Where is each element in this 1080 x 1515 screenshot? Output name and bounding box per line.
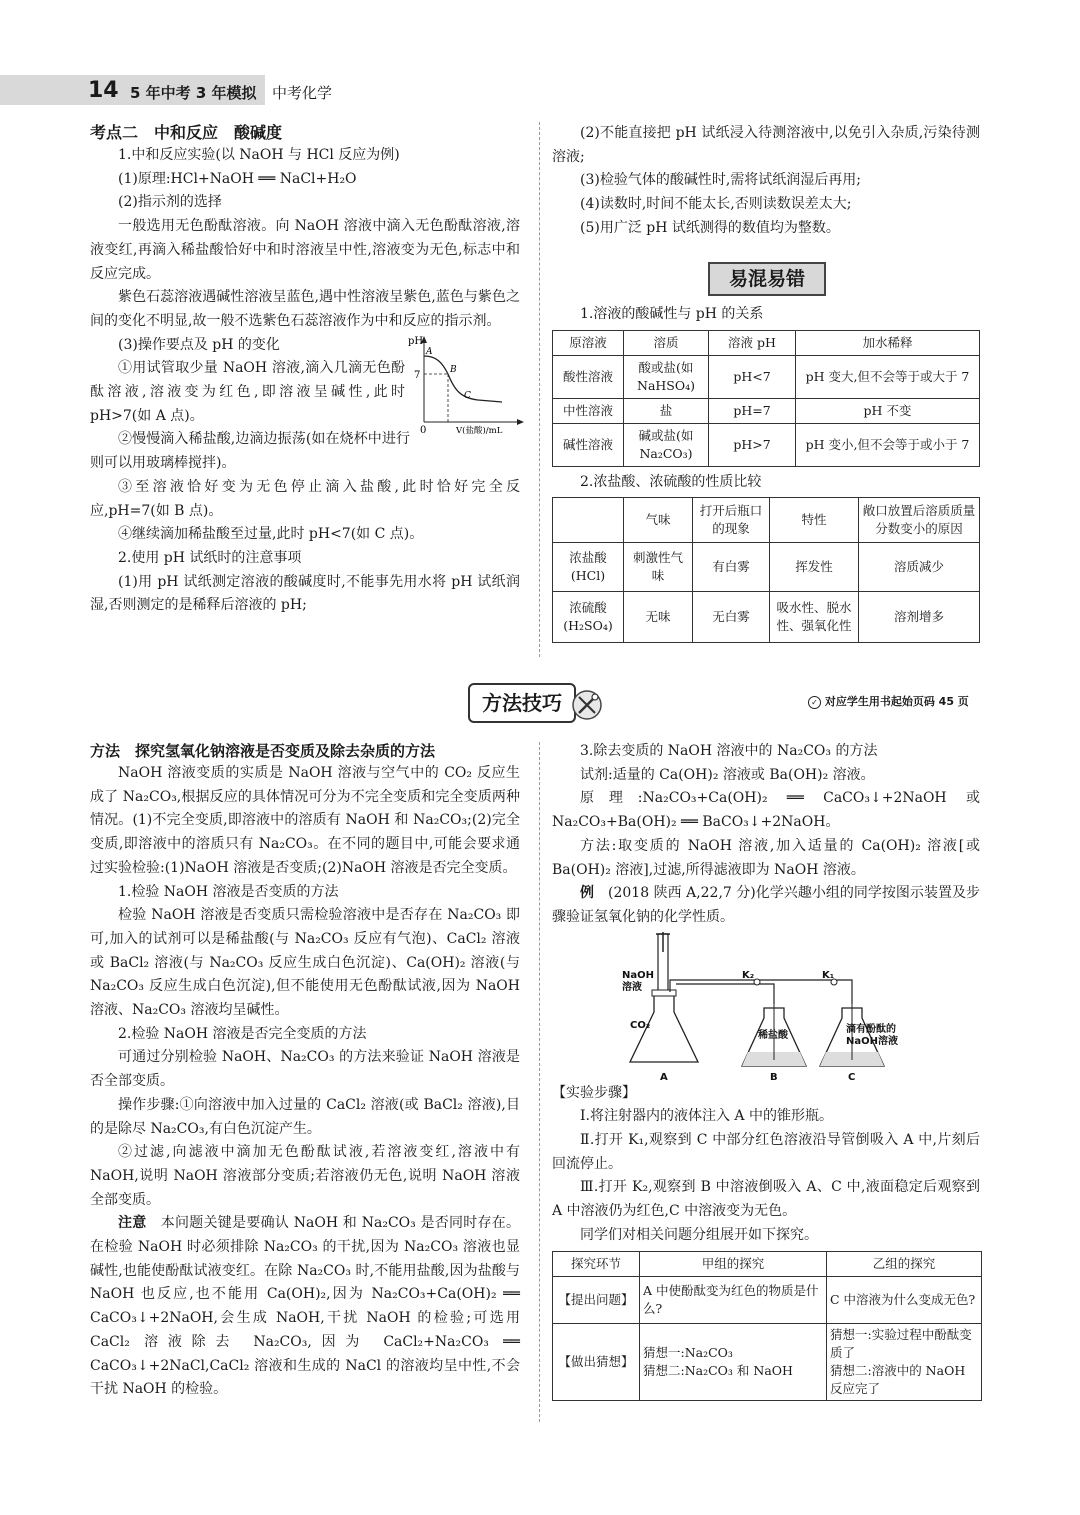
table-header-cell: 打开后瓶口的现象 bbox=[693, 498, 770, 543]
table-cell: A 中使酚酞变为红色的物质是什么? bbox=[640, 1276, 827, 1323]
note-text: 本问题关键是要确认 NaOH 和 Na₂CO₃ 是否同时存在。在检验 NaOH 时必须排除 Na₂CO₃ 的干扰,因为 Na₂CO₃ 溶液也显碱性,也能使酚酞试液变红。在除 Na₂CO₃ 时,不能用盐酸,因为盐酸与 NaOH 也反应,也不能用 Ca(OH)₂,因为 Na₂CO₃+Ca(OH)₂ ══ CaCO₃↓+2NaOH,会生成 NaOH,干扰 NaOH 的检验;可选用 CaCl₂ 溶液除去 Na₂CO₃,因为 CaCl₂+Na₂CO₃ ══ CaCO₃↓+2NaCl,CaCl₂ 溶液和生成的 NaCl 的溶液均呈中性,不会干扰 NaOH 的检验。 bbox=[90, 1215, 521, 1398]
sub-heading: 2.检验 NaOH 溶液是否完全变质的方法 bbox=[118, 1025, 367, 1042]
paragraph: ②过滤,向滤液中滴加无色酚酞试液,若溶液变红,溶液中有 NaOH,说明 NaOH 溶液部分变质;若溶液仍无色,说明 NaOH 溶液全部变质。 bbox=[90, 1144, 520, 1208]
table-header-row bbox=[553, 330, 980, 355]
paragraph: (2)不能直接把 pH 试纸浸入待测溶液中,以免引入杂质,污染待测溶液; bbox=[552, 125, 980, 165]
left-bottom-column bbox=[90, 740, 520, 1402]
step: Ⅲ.打开 K₂,观察到 B 中溶液倒吸入 A、C 中,液面稳定后观察到 A 中溶液仍为红色,C 中溶液变为无色。 bbox=[552, 1179, 980, 1220]
label-naoh-2: 溶液 bbox=[622, 981, 642, 993]
text-line: (1)原理:HCl+NaOH ══ NaCl+H₂O bbox=[118, 170, 357, 187]
table-header-row bbox=[553, 498, 980, 543]
example-text: (2018 陕西 A,22,7 分)化学兴趣小组的同学按图示装置及步骤验证氢氧化钠的化学性质。 bbox=[552, 885, 980, 925]
apparatus-diagram bbox=[552, 932, 980, 1082]
table-row bbox=[553, 543, 980, 592]
table-cell: 碱或盐(如 Na₂CO₃) bbox=[624, 423, 709, 466]
step: Ⅰ.将注射器内的液体注入 A 中的锥形瓶。 bbox=[580, 1108, 833, 1125]
step: ①用试管取少量 NaOH 溶液,滴入几滴无色酚酞溶液,溶液变为红色,即溶液呈碱性,此时 pH>7(如 A 点)。 bbox=[90, 360, 405, 424]
paragraph: 方法:取变质的 NaOH 溶液,加入适量的 Ca(OH)₂ 溶液[或 Ba(OH)₂ 溶液],过滤,所得滤液即为 NaOH 溶液。 bbox=[552, 837, 980, 878]
table-cell: 【做出猜想】 bbox=[553, 1323, 640, 1400]
table-header-cell: 加水稀释 bbox=[796, 330, 980, 355]
table-header-cell bbox=[553, 498, 624, 543]
table-title: 2.浓盐酸、浓硫酸的性质比较 bbox=[580, 473, 762, 490]
table-cell: 猜想一:Na₂CO₃ 猜想二:Na₂CO₃ 和 NaOH bbox=[640, 1323, 827, 1400]
column-divider-top bbox=[539, 122, 540, 657]
table-cell: 溶剂增多 bbox=[859, 592, 980, 643]
step: Ⅱ.打开 K₁,观察到 C 中部分红色溶液沿导管倒吸入 A 中,片刻后回流停止。 bbox=[552, 1132, 980, 1172]
table-header-cell: 溶质 bbox=[624, 330, 709, 355]
paragraph: (3)检验气体的酸碱性时,需将试纸润湿后再用; bbox=[580, 172, 861, 189]
check-icon: ✓ bbox=[808, 696, 821, 709]
table-cell: 中性溶液 bbox=[553, 398, 624, 423]
table-row bbox=[553, 592, 980, 643]
paragraph: (4)读数时,时间不能太长,否则读数误差太大; bbox=[580, 196, 852, 213]
table-row bbox=[553, 1323, 982, 1400]
table-header-row bbox=[553, 1251, 982, 1276]
label-flask-c: C bbox=[848, 1071, 856, 1082]
table-row bbox=[553, 423, 980, 466]
paragraph: NaOH 溶液变质的实质是 NaOH 溶液与空气中的 CO₂ 反应生成了 Na₂CO₃,根据反应的具体情况可分为不完全变质和完全变质两种情况。(1)不完全变质,即溶液中的溶质有 NaOH 和 Na₂CO₃;(2)完全变质,即溶液中的溶质只有 Na₂CO₃。在不同的题目中,可能会要求通过实验检验:(1)NaOH 溶液是否变质;(2)NaOH 溶液是否完全变质。 bbox=[90, 765, 520, 876]
method-banner: 方法技巧 bbox=[468, 683, 576, 723]
table-row bbox=[553, 398, 980, 423]
table-header-cell: 原溶液 bbox=[553, 330, 624, 355]
book-series: 5 年中考 3 年模拟 bbox=[130, 84, 257, 102]
text-line: (3)操作要点及 pH 的变化 bbox=[118, 336, 280, 353]
table-cell: C 中溶液为什么变成无色? bbox=[827, 1276, 982, 1323]
label-phenol-1: 滴有酚酞的 bbox=[846, 1023, 896, 1035]
sub-heading: 1.检验 NaOH 溶液是否变质的方法 bbox=[118, 883, 339, 900]
right-top-tables bbox=[552, 303, 980, 643]
right-top-column bbox=[552, 122, 980, 241]
step: ②慢慢滴入稀盐酸,边滴边振荡(如在烧杯中进行则可以用玻璃棒搅拌)。 bbox=[90, 431, 410, 472]
table-cell: pH=7 bbox=[709, 398, 796, 423]
graph-origin: 0 bbox=[420, 424, 427, 434]
label-hcl: 稀盐酸 bbox=[758, 1029, 788, 1041]
book-subject: 中考化学 bbox=[272, 84, 333, 102]
example-label: 例 bbox=[580, 885, 595, 902]
table-cell: pH 变大,但不会等于或大于 7 bbox=[796, 355, 980, 398]
paragraph: 试剂:适量的 Ca(OH)₂ 溶液或 Ba(OH)₂ 溶液。 bbox=[580, 766, 875, 783]
paragraph: 紫色石蕊溶液遇碱性溶液呈蓝色,遇中性溶液呈紫色,蓝色与紫色之间的变化不明显,故一般不选紫色石蕊溶液作为中和反应的指示剂。 bbox=[90, 289, 520, 329]
table-cell: pH 变小,但不会等于或小于 7 bbox=[796, 423, 980, 466]
paragraph: (1)用 pH 试纸测定溶液的酸碱度时,不能事先用水将 pH 试纸润湿,否则测定的是稀释后溶液的 pH; bbox=[90, 573, 520, 614]
table-header-cell: 甲组的探究 bbox=[640, 1251, 827, 1276]
label-naoh-1: NaOH bbox=[622, 969, 654, 981]
paragraph: 操作步骤:①向溶液中加入过量的 CaCl₂ 溶液(或 BaCl₂ 溶液),目的是除尽 Na₂CO₃,有白色沉淀产生。 bbox=[90, 1096, 520, 1137]
table-header-cell: 溶液 pH bbox=[709, 330, 796, 355]
step: 同学们对相关问题分组展开如下探究。 bbox=[580, 1226, 818, 1243]
right-bottom-column bbox=[552, 740, 980, 1401]
acid-compare-table bbox=[552, 497, 980, 643]
ph-curve bbox=[424, 356, 502, 402]
table-cell: 酸或盐(如 NaHSO₄) bbox=[624, 355, 709, 398]
label-k2: K₂ bbox=[742, 969, 755, 981]
table-header-cell: 探究环节 bbox=[553, 1251, 640, 1276]
table-cell: 猜想一:实验过程中酚酞变质了 猜想二:溶液中的 NaOH 反应完了 bbox=[827, 1323, 982, 1400]
table-row bbox=[553, 1276, 982, 1323]
method-heading: 方法 探究氢氧化钠溶液是否变质及除去杂质的方法 bbox=[90, 742, 436, 760]
text-line: 1.中和反应实验(以 NaOH 与 HCl 反应为例) bbox=[118, 147, 400, 163]
graph-point-b: B bbox=[450, 364, 457, 375]
column-divider-bottom bbox=[539, 742, 540, 1422]
label-flask-a: A bbox=[660, 1071, 668, 1082]
text-line: (2)指示剂的选择 bbox=[118, 194, 222, 211]
label-co2: CO₂ bbox=[630, 1019, 651, 1031]
paragraph: 一般选用无色酚酞溶液。向 NaOH 溶液中滴入无色酚酞溶液,溶液变红,再滴入稀盐酸恰好中和时溶液呈中性,溶液变为无色,标志中和反应完成。 bbox=[90, 218, 520, 282]
section-heading: 考点二 中和反应 酸碱度 bbox=[90, 123, 283, 142]
tools-icon bbox=[570, 688, 604, 722]
table-cell: 刺激性气味 bbox=[624, 543, 693, 592]
graph-ylabel: pH bbox=[408, 335, 424, 347]
table-cell: 酸性溶液 bbox=[553, 355, 624, 398]
table-cell: 吸水性、脱水性、强氧化性 bbox=[770, 592, 859, 643]
table-cell: 无味 bbox=[624, 592, 693, 643]
table-cell: pH 不变 bbox=[796, 398, 980, 423]
label-phenol-2: NaOH溶液 bbox=[846, 1035, 898, 1047]
confusion-banner: 易混易错 bbox=[708, 262, 826, 296]
note-label: 注意 bbox=[118, 1215, 147, 1232]
table-cell: 浓硫酸(H₂SO₄) bbox=[553, 592, 624, 643]
graph-point-a: A bbox=[426, 346, 433, 357]
table-cell: 碱性溶液 bbox=[553, 423, 624, 466]
inquiry-table bbox=[552, 1251, 982, 1401]
table-header-cell: 乙组的探究 bbox=[827, 1251, 982, 1276]
graph-xlabel: V(盐酸)/mL bbox=[456, 425, 503, 434]
table-header-cell: 特性 bbox=[770, 498, 859, 543]
table-cell: 盐 bbox=[624, 398, 709, 423]
paragraph: 检验 NaOH 溶液是否变质只需检验溶液中是否存在 Na₂CO₃ 即可,加入的试剂可以是稀盐酸(与 Na₂CO₃ 反应有气泡)、CaCl₂ 溶液或 BaCl₂ 溶液(与 Na₂CO₃ 反应生成白色沉淀)、Ca(OH)₂ 溶液(与 Na₂CO₃ 反应生成白色沉淀),但不能使用无色酚酞试液,因为 NaOH 溶液、Na₂CO₃ 溶液均呈碱性。 bbox=[90, 907, 520, 1019]
table-title: 1.溶液的酸碱性与 pH 的关系 bbox=[580, 306, 764, 322]
label-flask-b: B bbox=[770, 1071, 778, 1082]
page-ref-text: 对应学生用书起始页码 45 页 bbox=[824, 695, 969, 708]
step: ④继续滴加稀盐酸至过量,此时 pH<7(如 C 点)。 bbox=[118, 526, 424, 543]
table-cell: 浓盐酸(HCl) bbox=[553, 543, 624, 592]
table-cell: 溶质减少 bbox=[859, 543, 980, 592]
table-cell: 无白雾 bbox=[693, 592, 770, 643]
graph-point-c: C bbox=[464, 390, 471, 401]
text-line: 2.使用 pH 试纸时的注意事项 bbox=[118, 549, 302, 566]
table-cell: 【提出问题】 bbox=[553, 1276, 640, 1323]
example-paragraph bbox=[552, 882, 980, 929]
note-paragraph bbox=[90, 1212, 520, 1402]
label-k1: K₁ bbox=[822, 969, 835, 981]
table-cell: pH>7 bbox=[709, 423, 796, 466]
steps-title: 【实验步骤】 bbox=[552, 1084, 636, 1101]
sub-heading: 3.除去变质的 NaOH 溶液中的 Na₂CO₃ 的方法 bbox=[580, 743, 878, 759]
ph-relation-table bbox=[552, 330, 980, 467]
paragraph: 可通过分别检验 NaOH、Na₂CO₃ 的方法来验证 NaOH 溶液是否全部变质。 bbox=[90, 1049, 520, 1090]
step: ③至溶液恰好变为无色停止滴入盐酸,此时恰好完全反应,pH=7(如 B 点)。 bbox=[90, 478, 520, 519]
table-cell: 挥发性 bbox=[770, 543, 859, 592]
table-cell: pH<7 bbox=[709, 355, 796, 398]
left-top-column bbox=[90, 122, 520, 618]
paragraph: 原理:Na₂CO₃+Ca(OH)₂ ══ CaCO₃↓+2NaOH 或 Na₂CO₃+Ba(OH)₂ ══ BaCO₃↓+2NaOH。 bbox=[552, 790, 980, 831]
table-row bbox=[553, 355, 980, 398]
table-header-cell: 气味 bbox=[624, 498, 693, 543]
paragraph: (5)用广泛 pH 试纸测得的数值均为整数。 bbox=[580, 219, 840, 236]
page-ref bbox=[808, 693, 969, 709]
graph-y7: 7 bbox=[414, 369, 421, 381]
page-number: 14 bbox=[88, 78, 119, 103]
table-header-cell: 敞口放置后溶质质量分数变小的原因 bbox=[859, 498, 980, 543]
table-cell: 有白雾 bbox=[693, 543, 770, 592]
ph-curve-graph bbox=[408, 334, 528, 434]
